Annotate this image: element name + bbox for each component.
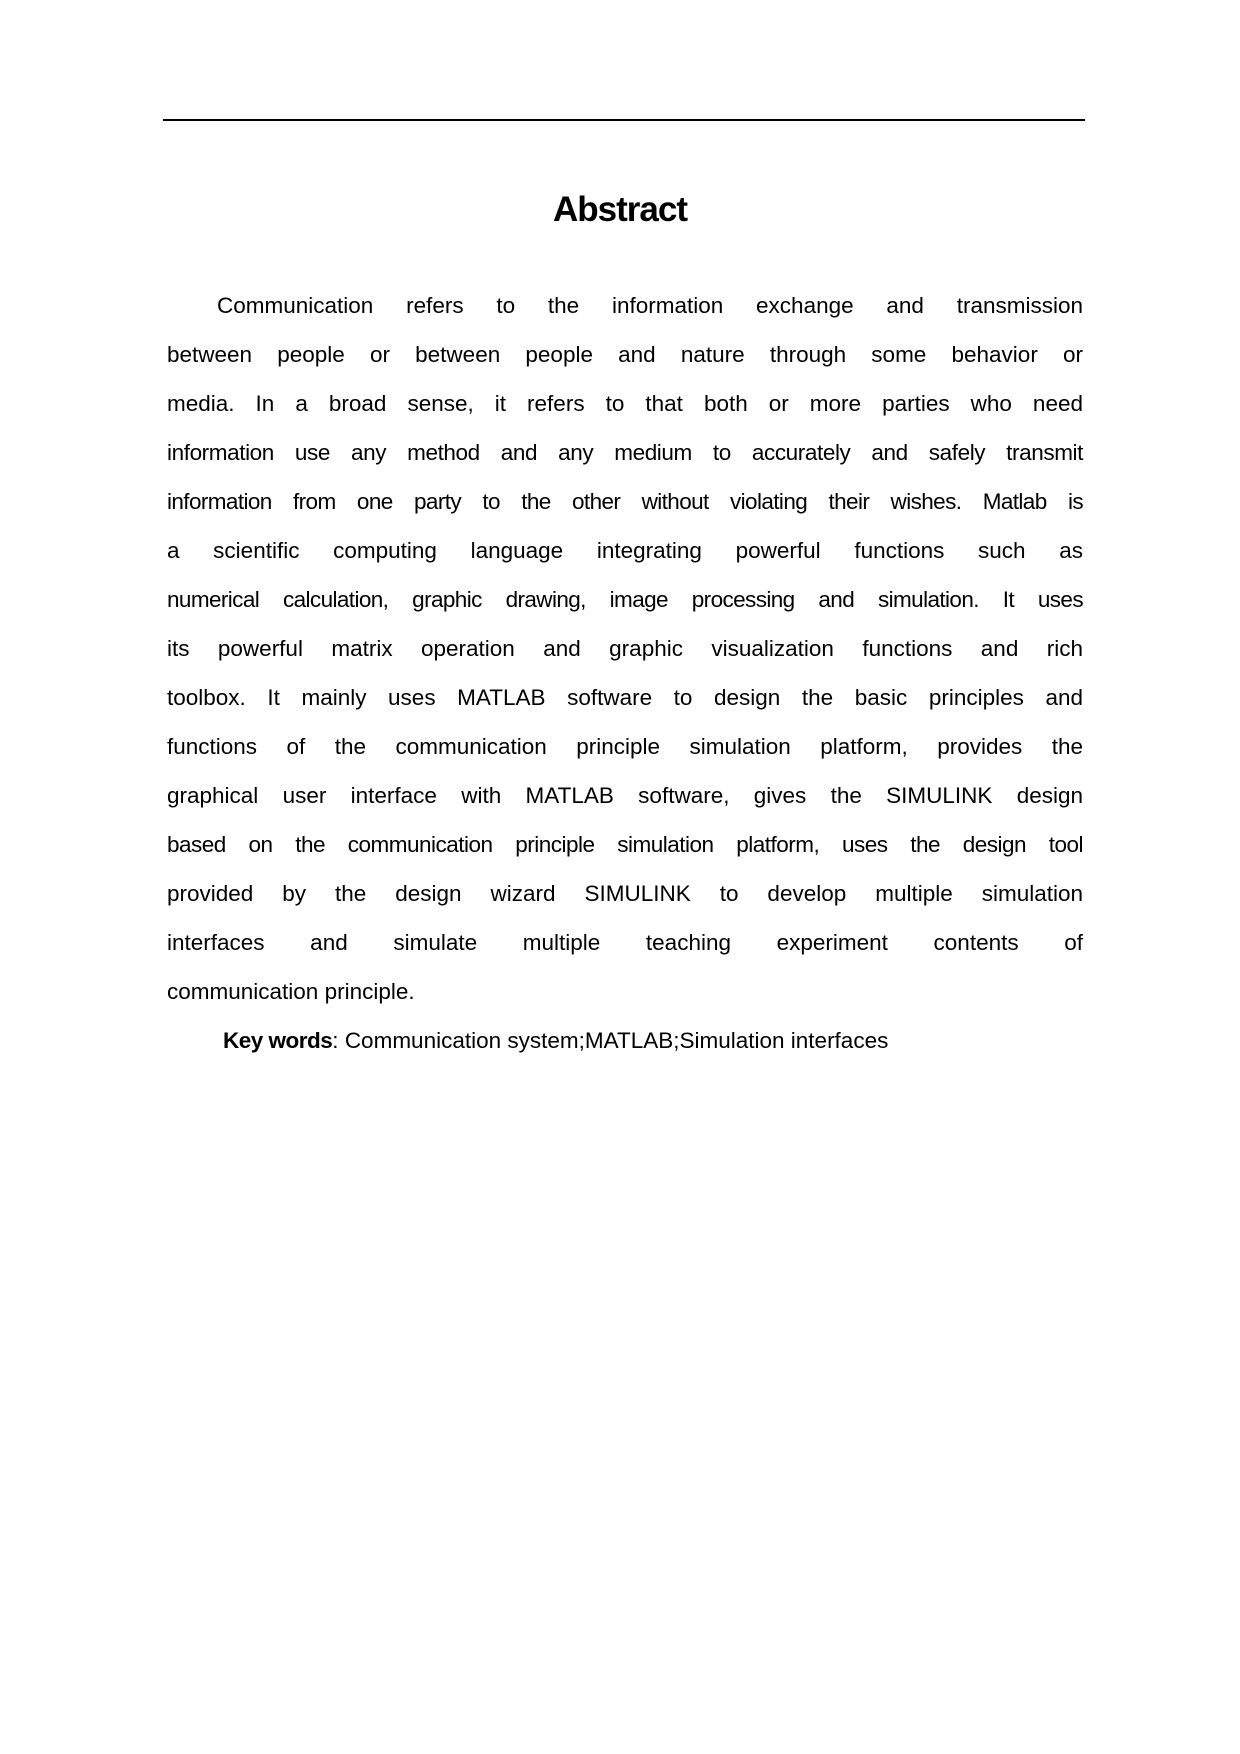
abstract-line: interfaces and simulate multiple teaching experiment contents of (167, 930, 1083, 955)
abstract-line: its powerful matrix operation and graphic visualization functions and rich (167, 636, 1083, 661)
abstract-line: a scientific computing language integrating powerful functions such as (167, 538, 1083, 563)
abstract-line: graphical user interface with MATLAB software, gives the SIMULINK design (167, 783, 1083, 808)
abstract-line: numerical calculation, graphic drawing, image processing and simulation. It uses (167, 587, 1083, 612)
header-rule (163, 119, 1085, 121)
abstract-line: based on the communication principle simulation platform, uses the design tool (167, 832, 1083, 857)
keywords-label: Key words (223, 1028, 333, 1053)
abstract-body (167, 288, 1083, 1072)
abstract-line: toolbox. It mainly uses MATLAB software to design the basic principles and (167, 685, 1083, 710)
abstract-line: between people or between people and nature through some behavior or (167, 342, 1083, 367)
abstract-line: media. In a broad sense, it refers to that both or more parties who need (167, 391, 1083, 416)
abstract-line: information from one party to the other without violating their wishes. Matlab is (167, 489, 1083, 514)
abstract-title: Abstract (553, 190, 687, 229)
keywords-line (167, 1023, 1083, 1072)
abstract-line: functions of the communication principle simulation platform, provides the (167, 734, 1083, 759)
abstract-line: communication principle. (167, 979, 415, 1004)
abstract-line: information use any method and any medium to accurately and safely transmit (167, 440, 1083, 465)
keywords-separator: : (332, 1028, 345, 1053)
abstract-line: Communication refers to the information exchange and transmission (217, 293, 1083, 318)
keywords-value: Communication system;MATLAB;Simulation interfaces (344, 1028, 889, 1053)
abstract-line: provided by the design wizard SIMULINK to develop multiple simulation (167, 881, 1083, 906)
